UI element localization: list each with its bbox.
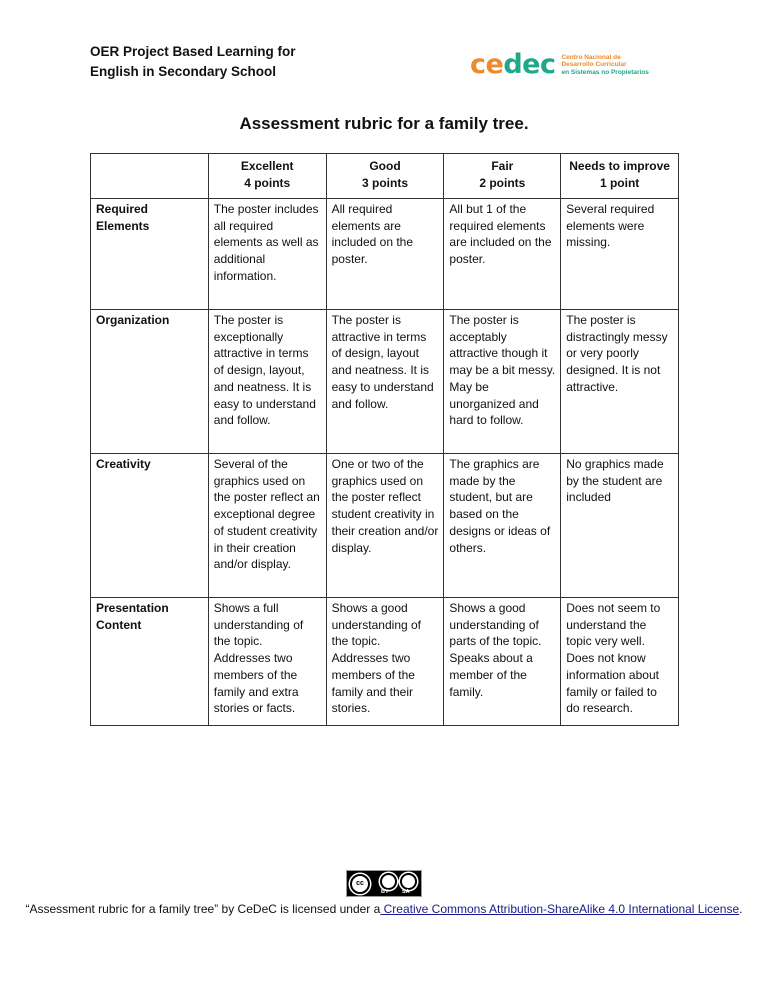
rubric-row-creativity: [91, 454, 679, 598]
logo-part-ec: ec: [522, 49, 556, 80]
rubric-cell: The poster is distractingly messy or very poorly designed. It is not attractive.: [561, 310, 679, 454]
header-cell-needs-improve: [561, 154, 679, 199]
criterion-cell: [91, 310, 209, 454]
criterion-label: Creativity: [96, 457, 151, 471]
license-notice: [0, 901, 768, 918]
sa-label: SA: [402, 889, 410, 895]
header-cell-good: [326, 154, 444, 199]
criterion-label: Required: [96, 202, 149, 216]
header-cell-fair: [444, 154, 561, 199]
level-points: 4 points: [244, 175, 291, 190]
criterion-cell: [91, 598, 209, 726]
rubric-cell: Shows a full understanding of the topic. Addresses two members of the family and extra stories or facts.: [208, 598, 326, 726]
rubric-cell: Shows a good understanding of the topic. Addresses two members of the family and their stories.: [326, 598, 444, 726]
logo-part-d: d: [503, 49, 523, 80]
level-label: Fair: [491, 159, 514, 173]
header-cell-excellent: [208, 154, 326, 199]
rubric-row-organization: [91, 310, 679, 454]
cedec-logo-subtitle: [561, 54, 648, 77]
rubric-cell: The poster is exceptionally attractive in terms of design, layout, and neatness. It is easy to understand and follow.: [208, 310, 326, 454]
cedec-logo: [470, 49, 649, 80]
license-link[interactable]: Creative Commons Attribution-ShareAlike 4.0 International License: [380, 902, 740, 916]
share-alike-icon: [400, 873, 417, 890]
by-label: BY: [381, 889, 389, 895]
logo-sub-line3: en Sistemas no Propietarios: [561, 68, 649, 76]
rubric-cell: The poster is acceptably attractive though it may be a bit messy. May be unorganized and hard to follow.: [444, 310, 561, 454]
rubric-header-row: [91, 154, 679, 199]
criterion-label: Presentation: [96, 601, 169, 615]
logo-sub-line2: Desarrollo Curricular: [561, 61, 627, 69]
criterion-cell: [91, 199, 209, 310]
level-label: Needs to improve: [569, 159, 670, 173]
criterion-label: Content: [96, 617, 142, 632]
rubric-table: [90, 153, 679, 726]
license-text: “Assessment rubric for a family tree” by CeDeC is licensed under a: [25, 902, 381, 916]
logo-sub-line1: Centro Nacional de: [561, 53, 621, 61]
rubric-cell: Shows a good understanding of parts of the topic. Speaks about a member of the family.: [444, 598, 561, 726]
rubric-cell: One or two of the graphics used on the poster reflect student creativity in their creation and/or display.: [326, 454, 444, 598]
cedec-logo-wordmark: [470, 49, 556, 80]
rubric-row-required-elements: [91, 199, 679, 310]
license-period: .: [739, 902, 743, 916]
criterion-label: Organization: [96, 313, 170, 327]
cc-icon: cc: [350, 874, 370, 894]
criterion-label: Elements: [96, 218, 150, 233]
project-title-line2: English in Secondary School: [90, 64, 277, 79]
rubric-cell: The poster is attractive in terms of design, layout and neatness. It is easy to understand and follow.: [326, 310, 444, 454]
rubric-cell: All but 1 of the required elements are included on the poster.: [444, 199, 561, 310]
rubric-cell: Several of the graphics used on the poster reflect an exceptional degree of student creativity in their creation and/or display.: [208, 454, 326, 598]
rubric-cell: Several required elements were missing.: [561, 199, 679, 310]
document-title: [0, 114, 768, 134]
project-title-line1: OER Project Based Learning for: [90, 44, 296, 59]
cc-by-sa-badge[interactable]: [346, 870, 422, 897]
level-label: Excellent: [240, 159, 294, 173]
header-cell-empty: [91, 154, 209, 199]
rubric-cell: No graphics made by the student are included: [561, 454, 679, 598]
logo-part-ce: ce: [470, 49, 504, 80]
level-points: 2 points: [479, 175, 526, 190]
rubric-cell: All required elements are included on the poster.: [326, 199, 444, 310]
attribution-person-icon: [380, 873, 397, 890]
rubric-cell: The poster includes all required elements as well as additional information.: [208, 199, 326, 310]
document-title-text: Assessment rubric for a family tree.: [239, 114, 529, 133]
level-points: 1 point: [599, 175, 640, 190]
rubric-cell: Does not seem to understand the topic very well. Does not know information about family or failed to do research.: [561, 598, 679, 726]
project-title: [90, 42, 296, 82]
criterion-cell: [91, 454, 209, 598]
level-points: 3 points: [362, 175, 409, 190]
rubric-cell: The graphics are made by the student, but are based on the designs or ideas of others.: [444, 454, 561, 598]
level-label: Good: [369, 159, 401, 173]
rubric-row-presentation-content: [91, 598, 679, 726]
